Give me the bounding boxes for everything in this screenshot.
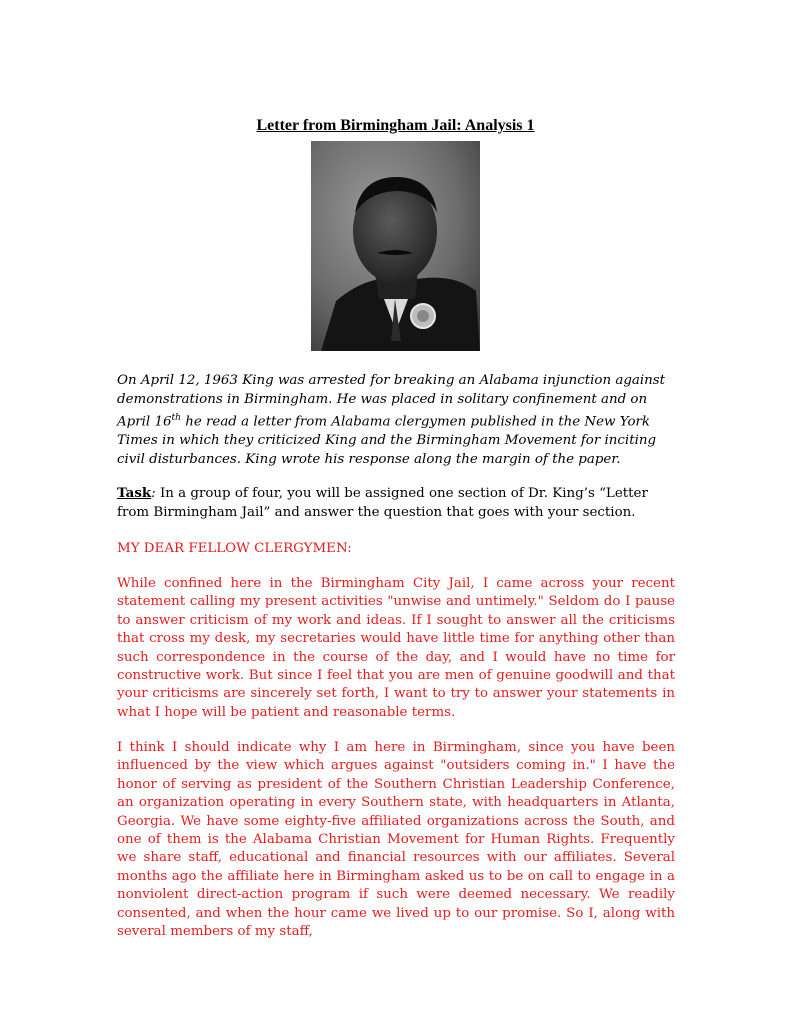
intro-text-part1: On April 12, 1963 King was arrested for breaking an Alabama injunction against demonstrations in Birmingham. He was placed in solitary confinement and on April (117, 373, 666, 430)
letter-paragraph-1: While confined here in the Birmingham City Jail, I came across your recent statement calling my present activities "unwise and untimely." Seldom do I pause to answer criticism of my work and ideas. If I sought to answer all the criticisms that cross my desk, my secretaries would have little time for anything other than such correspondence in the course of the day, and I would have no time for constructive work. But since I feel that you are men of genuine goodwill and that your criticisms are sincerely set forth, I want to try to answer your statements in what I hope will be patient and reasonable terms. (117, 576, 675, 720)
letter-paragraph-2: I think I should indicate why I am here in Birmingham, since you have been influenced by the view which argues against "outsiders coming in." I have the honor of serving as president of the Southern Christian Leadership Conference, an organization operating in every Southern state, with headquarters in Atlanta, Georgia. We have some eighty-five affiliated organizations across the South, and one of them is the Alabama Christian Movement for Human Rights. Frequently we share staff, educational and financial resources with our affiliates. Several months ago the affiliate here in Birmingham asked us to be on call to engage in a nonviolent direct-action program if such were deemed necessary. We readily consented, and when the hour came we lived up to our promise. So I, along with several members of my staff, (117, 740, 675, 940)
intro-paragraph (117, 372, 677, 469)
letter-salutation: MY DEAR FELLOW CLERGYMEN: (117, 541, 352, 556)
intro-text-part2: he read a letter from Alabama clergymen published in the New York Times in which they criticized King and the Birmingham Movement for inciting civil disturbances. King wrote his response along the margin of the paper. (117, 414, 657, 467)
task-label: Task (117, 485, 152, 501)
task-colon: : (151, 486, 156, 501)
page-title: Letter from Birmingham Jail: Analysis 1 (256, 117, 535, 134)
task-paragraph (117, 484, 677, 522)
task-text: In a group of four, you will be assigned one section of Dr. King’s “Letter from Birmingham Jail” and answer the question that goes with your section. (117, 486, 648, 520)
intro-day: 16 (154, 414, 172, 430)
intro-day-suffix: th (171, 413, 181, 424)
portrait-photo (311, 141, 480, 351)
